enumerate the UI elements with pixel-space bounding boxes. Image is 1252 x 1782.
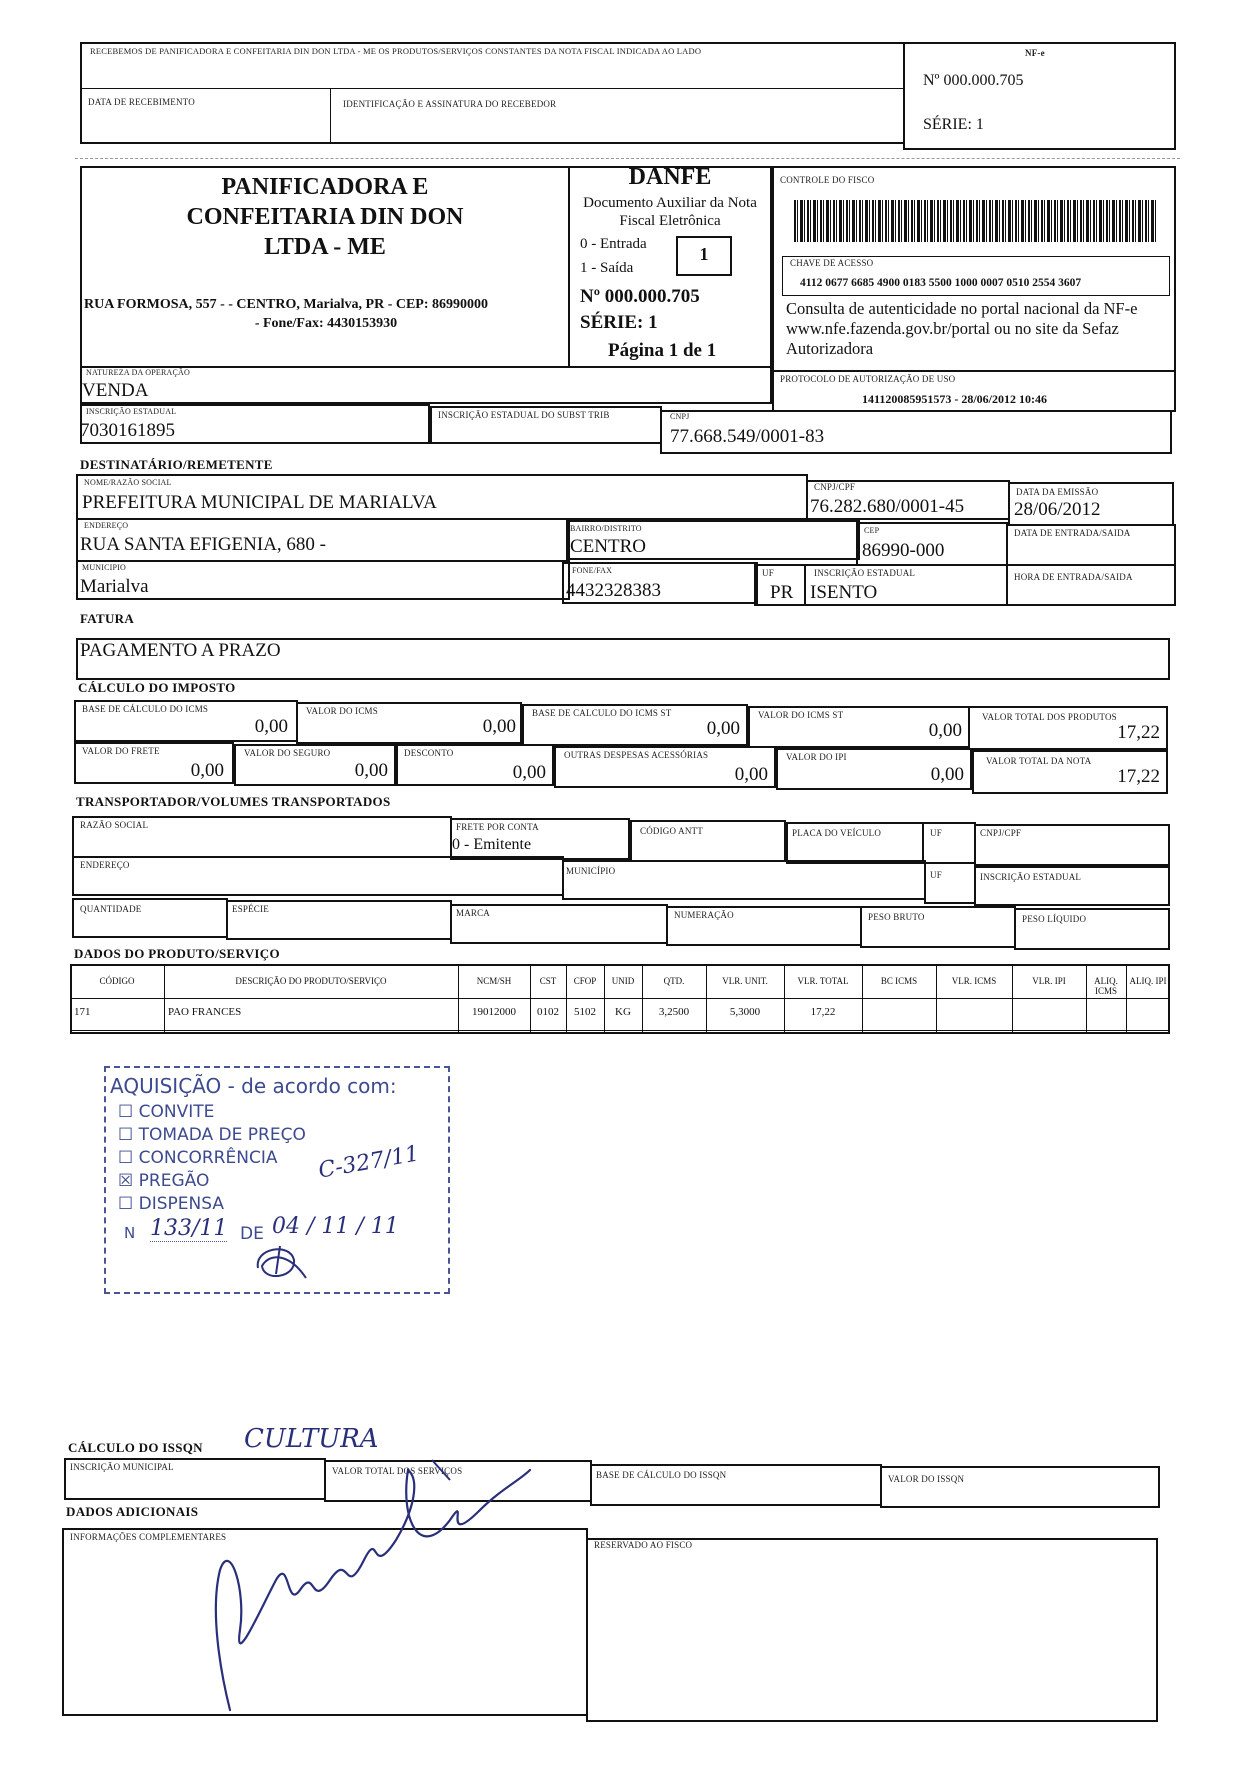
- danfe-subtitle: Documento Auxiliar da Nota Fiscal Eletrônica: [583, 195, 757, 229]
- access-key: 4112 0677 6685 4900 0183 5500 1000 0007 0510 2554 3607: [800, 277, 1082, 289]
- stamp-option-concorrencia: ☐ CONCORRÊNCIA: [118, 1148, 278, 1168]
- receipt-divider: [80, 88, 905, 89]
- note-total-value: 17,22: [1117, 766, 1160, 787]
- header-ipi-value: VLR. IPI: [1032, 976, 1066, 986]
- danfe-title: DANFE: [628, 164, 712, 190]
- issqn-value-box: [880, 1466, 1160, 1508]
- reserved-box: [586, 1538, 1158, 1722]
- danfe-saida: 1 - Saída: [580, 260, 634, 276]
- plate-label: PLACA DO VEÍCULO: [792, 828, 882, 838]
- cep-value: 86990-000: [862, 540, 945, 561]
- freight-value: 0,00: [190, 760, 224, 781]
- carrier-city-label: MUNICÍPIO: [566, 866, 616, 876]
- carrier-address-label: ENDEREÇO: [80, 860, 130, 870]
- freight-by-label: FRETE POR CONTA: [456, 822, 539, 832]
- recipient-address-label: ENDEREÇO: [84, 521, 129, 530]
- ipi-label: VALOR DO IPI: [786, 752, 847, 762]
- recipient-address: RUA SANTA EFIGENIA, 680 -: [80, 534, 327, 555]
- cell-unit: KG: [615, 1006, 631, 1018]
- access-key-label: CHAVE DE ACESSO: [790, 258, 874, 268]
- emission-label: DATA DA EMISSÃO: [1016, 487, 1099, 497]
- base-icms-label: BASE DE CÁLCULO DO ICMS: [82, 704, 209, 714]
- danfe-entrada: 0 - Entrada: [580, 236, 647, 252]
- net-label: PESO LÍQUIDO: [1022, 914, 1087, 924]
- ipi-value: 0,00: [930, 764, 964, 785]
- protocol-label: PROTOCOLO DE AUTORIZAÇÃO DE USO: [780, 374, 956, 384]
- invoice-text: PAGAMENTO A PRAZO: [80, 640, 281, 661]
- city-label: MUNICIPIO: [82, 563, 127, 572]
- fisco-control-label: CONTROLE DO FISCO: [780, 175, 875, 185]
- header-unit: UNID: [611, 976, 635, 986]
- issqn-handwritten: CULTURA: [244, 1424, 379, 1454]
- receipt-text: RECEBEMOS DE PANIFICADORA E CONFEITARIA DIN DON LTDA - ME OS PRODUTOS/SERVIÇOS CONSTANTES DA NOTA FISCAL INDICADA AO LADO: [90, 46, 702, 56]
- products-col-divider: [458, 964, 459, 1034]
- note-total-label: VALOR TOTAL DA NOTA: [986, 756, 1092, 766]
- emission-value: 28/06/2012: [1014, 499, 1101, 520]
- cell-cfop: 5102: [574, 1006, 596, 1018]
- carrier-city-box: [562, 860, 926, 900]
- products-total-value: 17,22: [1117, 722, 1160, 743]
- header-unit-value: VLR. UNIT.: [722, 976, 768, 986]
- products-col-divider: [604, 964, 605, 1034]
- cell-description: PAO FRANCES: [168, 1006, 242, 1018]
- emitter-address: RUA FORMOSA, 557 - - CENTRO, Marialva, PR - CEP: 86990000: [84, 297, 489, 312]
- danfe-number: Nº 000.000.705: [580, 286, 700, 307]
- stamp-option-convite: ☐ CONVITE: [118, 1102, 215, 1122]
- header-icms-value: VLR. ICMS: [951, 976, 997, 986]
- hour-box: [1006, 564, 1176, 606]
- header-cfop: CFOP: [573, 976, 597, 986]
- gross-label: PESO BRUTO: [868, 912, 925, 922]
- products-col-divider: [164, 964, 165, 1034]
- cell-qty: 3,2500: [658, 1006, 690, 1018]
- freight-by-value: 0 - Emitente: [452, 836, 532, 853]
- cell-total-value: 17,22: [810, 1006, 836, 1018]
- district-value: CENTRO: [570, 536, 646, 557]
- stamp-number: 133/11: [150, 1216, 228, 1241]
- products-col-divider: [784, 964, 785, 1034]
- services-label: VALOR TOTAL DOS SERVIÇOS: [332, 1466, 463, 1476]
- district-label: BAIRRO/DISTRITO: [570, 524, 642, 533]
- handwritten-signature: [200, 1440, 560, 1720]
- recipient-ie-label: INSCRIÇÃO ESTADUAL: [814, 568, 916, 578]
- carrier-name-label: RAZÃO SOCIAL: [80, 820, 149, 830]
- cell-code: 171: [74, 1006, 91, 1018]
- city-box: [76, 560, 570, 600]
- other-value: 0,00: [734, 764, 768, 785]
- issqn-base-label: BASE DE CÁLCULO DO ISSQN: [596, 1470, 727, 1480]
- carrier-uf2-box: [924, 862, 976, 904]
- discount-label: DESCONTO: [404, 748, 454, 758]
- antt-label: CÓDIGO ANTT: [640, 826, 703, 836]
- recipient-ie: ISENTO: [810, 582, 878, 603]
- uf-value: PR: [770, 582, 794, 603]
- header-total-value: VLR. TOTAL: [797, 976, 849, 986]
- nfe-label: NF-e: [1025, 48, 1045, 58]
- hour-label: HORA DE ENTRADA/SAIDA: [1014, 572, 1133, 582]
- products-col-divider: [936, 964, 937, 1034]
- receipt-stub: [80, 42, 905, 144]
- danfe-page: Página 1 de 1: [608, 340, 717, 361]
- cell-unit-value: 5,3000: [729, 1006, 761, 1018]
- base-st-value: 0,00: [706, 718, 740, 739]
- header-ncm: NCM/SH: [476, 976, 512, 986]
- uf-label: UF: [762, 568, 774, 578]
- issqn-section: CÁLCULO DO ISSQN: [68, 1440, 203, 1455]
- header-cst: CST: [539, 976, 557, 986]
- phone-value: 4432328383: [566, 580, 661, 601]
- ie-value: 7030161895: [80, 420, 175, 441]
- products-col-divider: [1086, 964, 1087, 1034]
- numbering-label: NUMERAÇÃO: [674, 910, 734, 920]
- reserved-label: RESERVADO AO FISCO: [594, 1540, 693, 1550]
- stamp-de: DE: [240, 1224, 264, 1244]
- icms-value: 0,00: [482, 716, 516, 737]
- im-label: INSCRIÇÃO MUNICIPAL: [70, 1462, 174, 1472]
- stamp-number-prefix: N: [124, 1224, 136, 1242]
- carrier-uf-label: UF: [930, 828, 942, 838]
- danfe-type-value: 1: [699, 244, 709, 264]
- carrier-address-box: [72, 856, 564, 896]
- recipient-name-label: NOME/RAZÃO SOCIAL: [84, 478, 172, 487]
- recipient-cnpj-label: CNPJ/CPF: [814, 482, 856, 492]
- cnpj-value: 77.668.549/0001-83: [670, 426, 825, 447]
- carrier-cnpj-label: CNPJ/CPF: [980, 828, 1022, 838]
- products-col-divider: [566, 964, 567, 1034]
- carrier-uf2-label: UF: [930, 870, 942, 880]
- insurance-value: 0,00: [354, 760, 388, 781]
- other-label: OUTRAS DESPESAS ACESSÓRIAS: [564, 750, 709, 760]
- protocol-value: 141120085951573 - 28/06/2012 10:46: [862, 392, 1047, 406]
- receipt-sign-label: IDENTIFICAÇÃO E ASSINATURA DO RECEBEDOR: [343, 99, 557, 109]
- stamp-date: 04 / 11 / 11: [272, 1214, 399, 1239]
- danfe-serie: SÉRIE: 1: [580, 312, 658, 333]
- products-section: DADOS DO PRODUTO/SERVIÇO: [74, 946, 280, 961]
- base-st-label: BASE DE CALCULO DO ICMS ST: [532, 708, 672, 718]
- phone-label: FONE/FAX: [572, 566, 613, 575]
- products-col-divider: [1126, 964, 1127, 1034]
- stamp-handwritten-ref: C-327/11: [316, 1141, 422, 1184]
- header-description: DESCRIÇÃO DO PRODUTO/SERVIÇO: [235, 976, 387, 986]
- products-total-label: VALOR TOTAL DOS PRODUTOS: [982, 712, 1117, 722]
- transport-section: TRANSPORTADOR/VOLUMES TRANSPORTADOS: [76, 794, 391, 809]
- carrier-ie-label: INSCRIÇÃO ESTADUAL: [980, 872, 1082, 882]
- emitter-name: PANIFICADORA E CONFEITARIA DIN DON LTDA - ME: [186, 174, 464, 260]
- cell-ncm: 19012000: [472, 1006, 516, 1018]
- brand-label: MARCA: [456, 908, 491, 918]
- products-col-divider: [530, 964, 531, 1034]
- nature-label: NATUREZA DA OPERAÇÃO: [86, 368, 191, 377]
- products-table: [70, 964, 1170, 1034]
- cut-line: [75, 158, 1180, 159]
- receipt-serie: SÉRIE: 1: [923, 116, 984, 133]
- cep-label: CEP: [864, 526, 880, 535]
- header-aliq-ipi: ALIQ. IPI: [1129, 976, 1167, 986]
- header-code: CÓDIGO: [99, 976, 135, 986]
- insurance-label: VALOR DO SEGURO: [244, 748, 331, 758]
- recipient-cnpj: 76.282.680/0001-45: [810, 496, 965, 517]
- products-col-divider: [1012, 964, 1013, 1034]
- header-qty: QTD.: [663, 976, 685, 986]
- stamp-option-tomada: ☐ TOMADA DE PREÇO: [118, 1125, 306, 1145]
- barcode: [794, 200, 1158, 242]
- receipt-col-divider: [330, 88, 331, 144]
- issqn-value-label: VALOR DO ISSQN: [888, 1474, 965, 1484]
- stamp-option-dispensa: ☐ DISPENSA: [118, 1194, 224, 1214]
- freight-label: VALOR DO FRETE: [82, 746, 160, 756]
- receipt-number: Nº 000.000.705: [923, 72, 1024, 89]
- fisco-consult: Consulta de autenticidade no portal nacional da NF-e www.nfe.fazenda.gov.br/portal ou no site da Sefaz Autorizadora: [786, 299, 1138, 358]
- species-label: ESPÉCIE: [232, 904, 269, 914]
- nature-value: VENDA: [82, 380, 149, 401]
- emitter-phone: - Fone/Fax: 4430153930: [254, 316, 398, 331]
- ie-st-label: INSCRIÇÃO ESTADUAL DO SUBST TRIB: [438, 410, 610, 420]
- city-value: Marialva: [80, 576, 149, 597]
- stamp-title: AQUISIÇÃO - de acordo com:: [110, 1074, 397, 1098]
- info-label: INFORMAÇÕES COMPLEMENTARES: [70, 1532, 227, 1542]
- recipient-section: DESTINATÁRIO/REMETENTE: [80, 457, 273, 472]
- entry-date-label: DATA DE ENTRADA/SAIDA: [1014, 528, 1131, 538]
- initials-signature: [250, 1240, 320, 1284]
- additional-section: DADOS ADICIONAIS: [66, 1504, 199, 1519]
- cell-cst: 0102: [537, 1006, 559, 1018]
- ie-label: INSCRIÇÃO ESTADUAL: [86, 407, 177, 416]
- header-aliq-icms: ALIQ. ICMS: [1094, 976, 1118, 996]
- discount-value: 0,00: [512, 762, 546, 783]
- receipt-date-label: DATA DE RECEBIMENTO: [88, 97, 195, 107]
- products-col-divider: [642, 964, 643, 1034]
- stamp-option-pregao: ☒ PREGÃO: [118, 1171, 210, 1191]
- products-row-bottom: [70, 1030, 1170, 1031]
- icms-label: VALOR DO ICMS: [306, 706, 378, 716]
- cnpj-label: CNPJ: [670, 412, 690, 421]
- base-icms-value: 0,00: [254, 716, 288, 737]
- header-bc-icms: BC ICMS: [880, 976, 918, 986]
- recipient-name: PREFEITURA MUNICIPAL DE MARIALVA: [82, 492, 437, 513]
- products-col-divider: [862, 964, 863, 1034]
- icms-st-value: 0,00: [928, 720, 962, 741]
- qty-label: QUANTIDADE: [80, 904, 142, 914]
- icms-st-label: VALOR DO ICMS ST: [758, 710, 844, 720]
- products-header-row: [70, 998, 1170, 999]
- invoice-section: FATURA: [80, 611, 135, 626]
- products-col-divider: [706, 964, 707, 1034]
- tax-section: CÁLCULO DO IMPOSTO: [78, 680, 236, 695]
